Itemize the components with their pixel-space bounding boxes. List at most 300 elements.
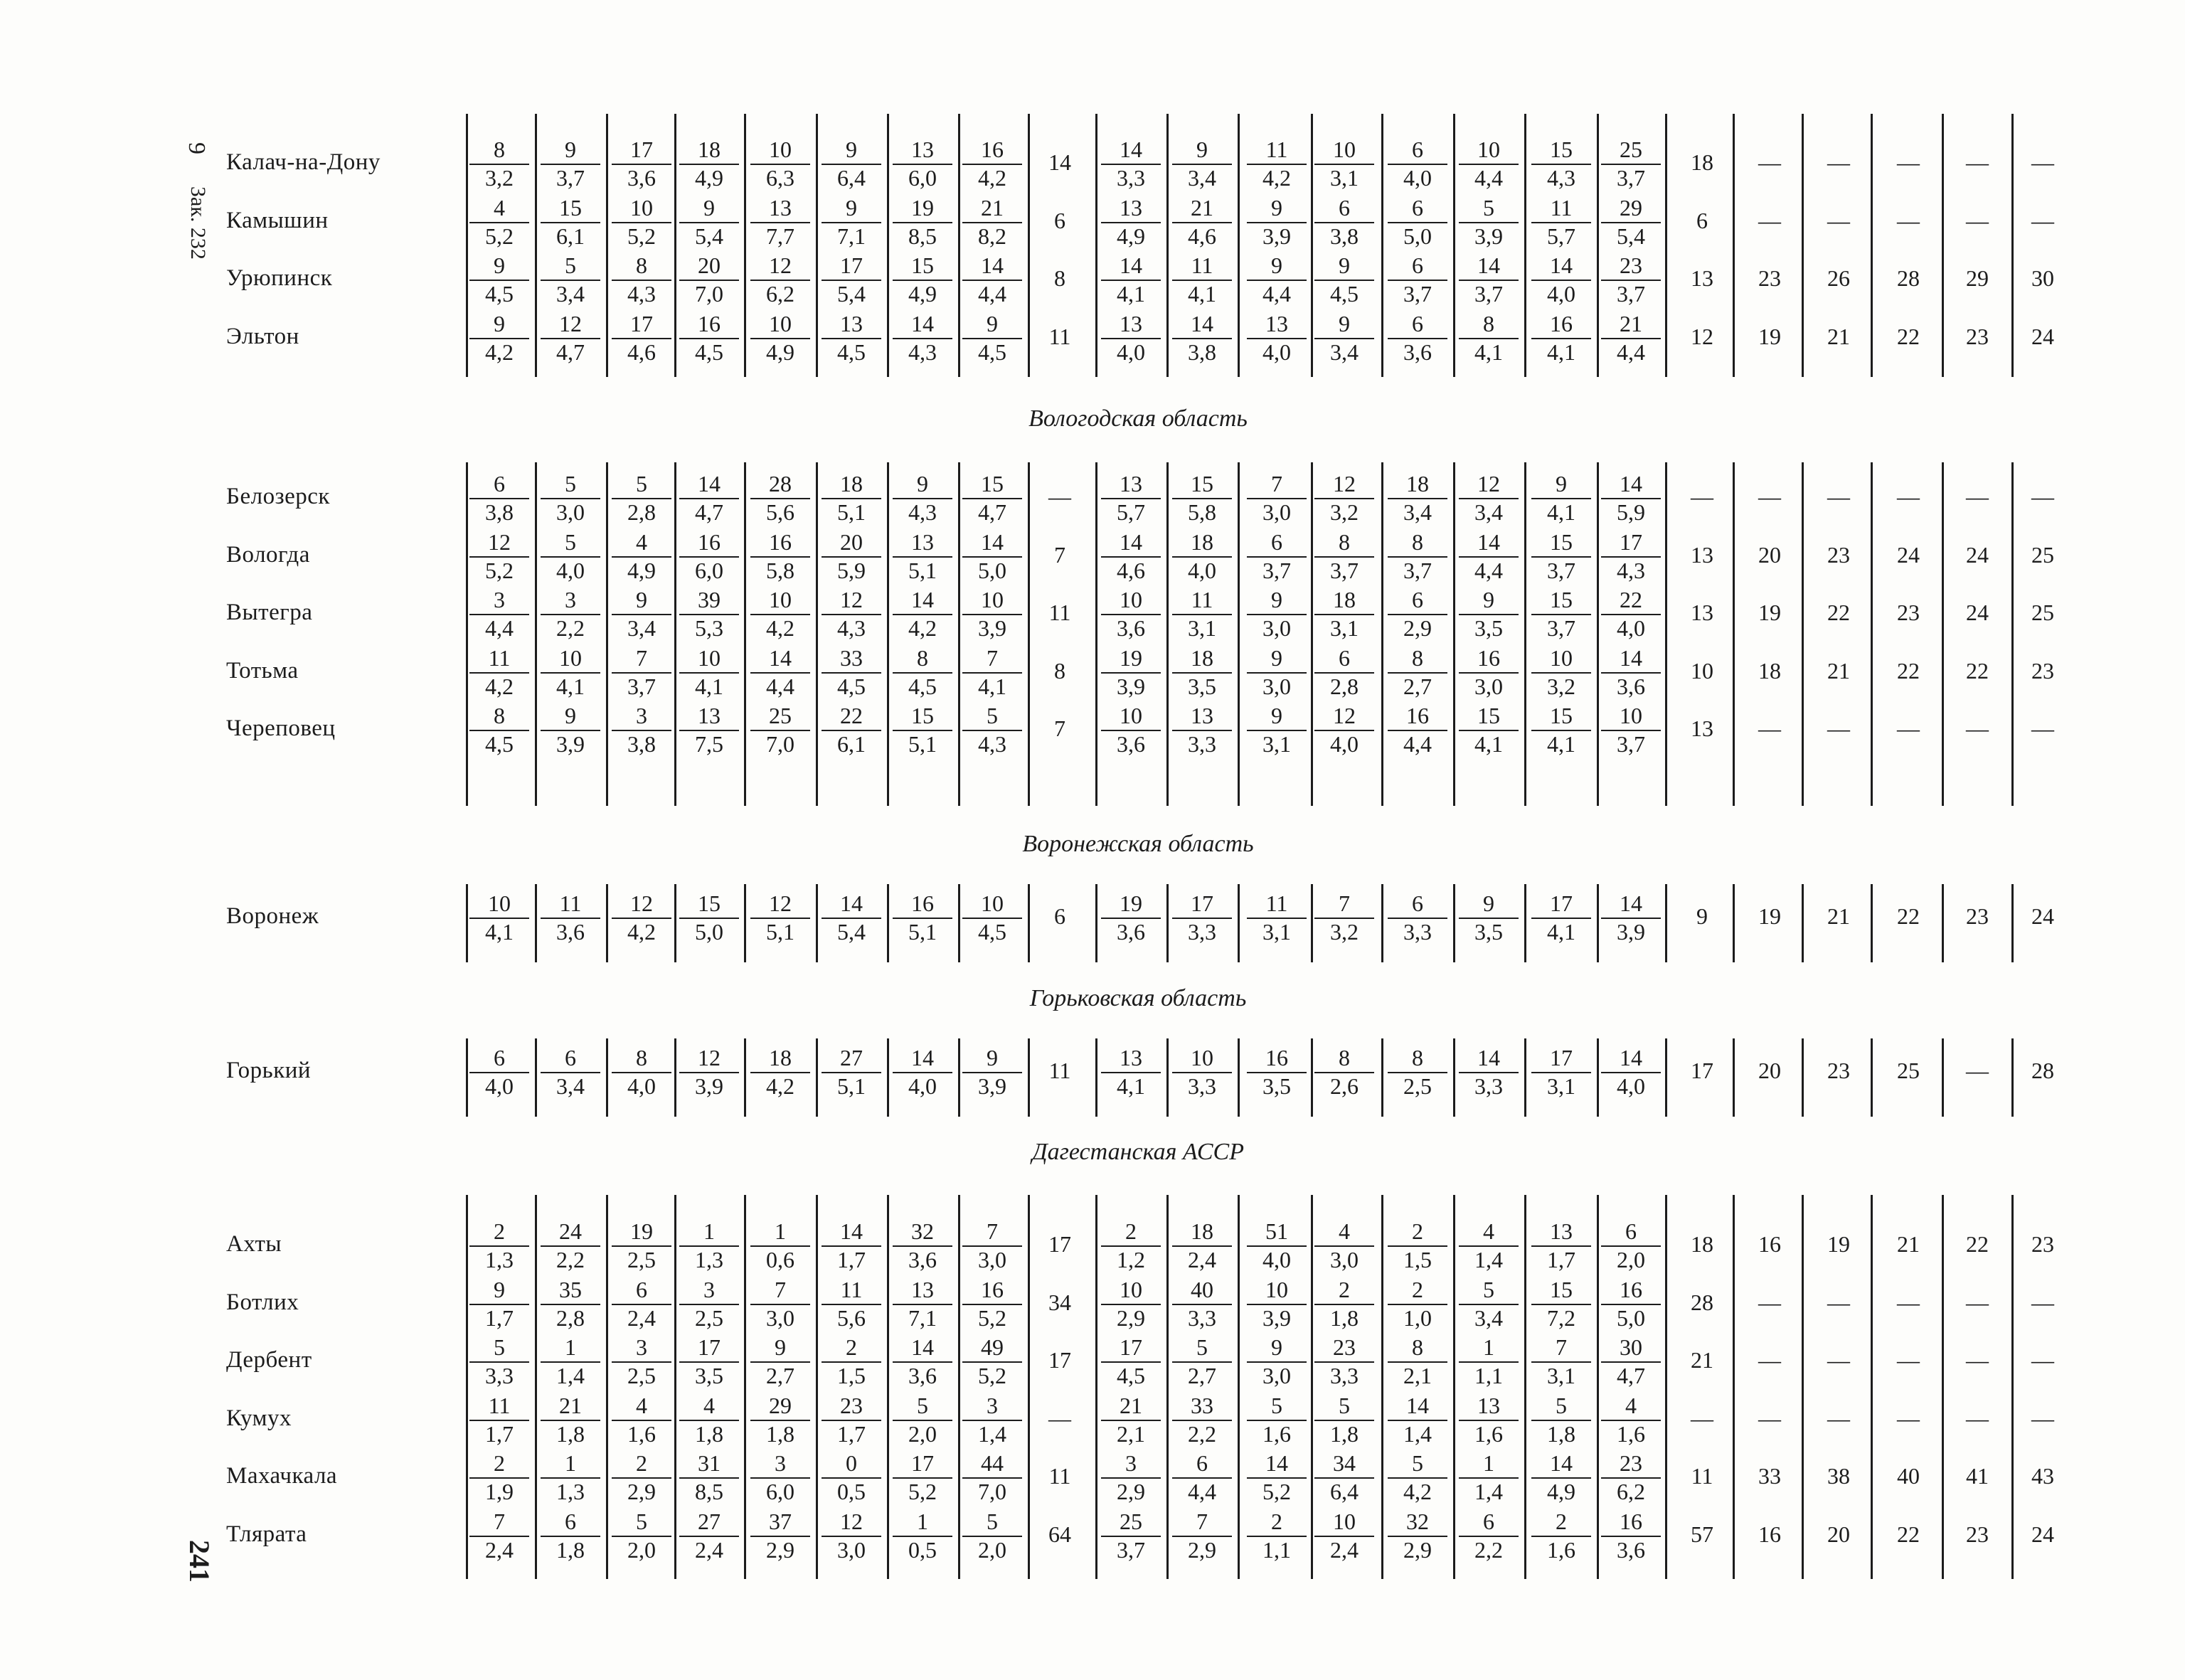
denominator: 1,6 <box>1262 1420 1291 1447</box>
value-cell: — <box>1691 484 1713 509</box>
fraction-line <box>469 1304 529 1305</box>
numerator: 14 <box>840 890 863 916</box>
fraction-line <box>1388 338 1447 339</box>
value-cell: 22 <box>1966 657 1989 684</box>
fraction-line <box>1601 1477 1661 1479</box>
value-cell: 23 <box>1966 903 1989 929</box>
fraction-line <box>1247 614 1307 615</box>
denominator: 3,2 <box>1547 673 1575 699</box>
value-cell: 17 <box>1048 1347 1071 1373</box>
denominator: 3,1 <box>1188 615 1216 641</box>
value-cell: 34 <box>1048 1289 1071 1315</box>
denominator: 5,1 <box>908 557 937 583</box>
numerator: 9 <box>1556 471 1567 496</box>
numerator: 5 <box>565 252 576 278</box>
numerator: 8 <box>494 703 505 728</box>
denominator: 4,3 <box>908 339 937 365</box>
denominator: 5,0 <box>1403 223 1432 249</box>
numerator: 10 <box>1120 1276 1142 1302</box>
fraction-line <box>679 672 739 674</box>
value-cell: 24 <box>2031 323 2054 349</box>
denominator: 3,7 <box>1617 731 1645 757</box>
denominator: 3,2 <box>1330 499 1359 525</box>
denominator: 1,8 <box>766 1420 794 1447</box>
denominator: 3,9 <box>1617 919 1645 945</box>
denominator: 3,1 <box>1330 615 1359 641</box>
fraction-line <box>1459 1477 1519 1479</box>
column-rule <box>1524 1038 1526 1117</box>
denominator: 5,1 <box>908 919 937 945</box>
denominator: 4,6 <box>1117 557 1145 583</box>
region-title: Воронежская область <box>1022 831 1254 857</box>
denominator: 6,4 <box>837 165 866 191</box>
denominator: 2,0 <box>627 1536 656 1563</box>
denominator: 4,1 <box>1547 919 1575 945</box>
column-rule <box>1665 1038 1667 1117</box>
denominator: 1,8 <box>556 1420 585 1447</box>
numerator: 10 <box>1620 703 1642 728</box>
denominator: 4,2 <box>766 615 794 641</box>
numerator: 8 <box>1339 528 1350 555</box>
fraction-line <box>541 730 600 731</box>
value-cell: 23 <box>1966 323 1989 349</box>
value-cell: 7 <box>1054 541 1065 568</box>
fraction-line <box>962 164 1022 165</box>
numerator: 37 <box>769 1508 792 1534</box>
fraction-line <box>1247 280 1307 281</box>
denominator: 3,9 <box>695 1073 723 1099</box>
column-rule <box>1238 884 1240 962</box>
value-cell: — <box>2031 149 2054 175</box>
numerator: 28 <box>769 471 792 496</box>
value-cell: 19 <box>1827 1231 1850 1257</box>
denominator: 4,1 <box>1547 339 1575 365</box>
value-cell: 13 <box>1691 716 1713 741</box>
numerator: 9 <box>1271 1334 1282 1360</box>
numerator: 7 <box>987 644 998 671</box>
fraction-line <box>893 338 952 339</box>
value-cell: 22 <box>1827 600 1850 625</box>
fraction-line <box>822 730 881 731</box>
numerator: 14 <box>981 252 1004 278</box>
fraction-line <box>1601 672 1661 674</box>
fraction-line <box>1314 556 1374 558</box>
denominator: 5,1 <box>766 919 794 945</box>
denominator: 4,2 <box>485 339 514 365</box>
fraction-line <box>1388 730 1447 731</box>
station-name: Вологда <box>226 541 310 568</box>
denominator: 3,5 <box>1474 919 1503 945</box>
fraction-line <box>612 1477 671 1479</box>
denominator: 1,2 <box>1117 1247 1145 1272</box>
value-cell: 23 <box>2031 1231 2054 1257</box>
numerator: 44 <box>981 1450 1004 1476</box>
denominator: 4,5 <box>485 281 514 307</box>
denominator: 5,4 <box>837 919 866 945</box>
value-cell: 6 <box>1054 903 1065 929</box>
numerator: 21 <box>981 194 1004 220</box>
column-rule <box>1095 1038 1097 1117</box>
denominator: 5,1 <box>837 1073 866 1099</box>
denominator: 4,1 <box>1117 281 1145 307</box>
denominator: 3,6 <box>1617 1536 1645 1563</box>
numerator: 25 <box>1120 1508 1142 1534</box>
value-cell: 6 <box>1054 207 1065 233</box>
numerator: 17 <box>911 1450 934 1476</box>
denominator: 2,1 <box>1403 1363 1432 1388</box>
station-name: Белозерск <box>226 484 330 509</box>
value-cell: 18 <box>1691 149 1713 175</box>
numerator: 12 <box>488 528 511 555</box>
denominator: 4,2 <box>1262 165 1291 191</box>
numerator: 16 <box>698 310 721 336</box>
numerator: 19 <box>1120 644 1142 671</box>
denominator: 3,6 <box>908 1363 937 1388</box>
denominator: 2,9 <box>1403 615 1432 641</box>
numerator: 4 <box>636 528 647 555</box>
fraction-line <box>469 1477 529 1479</box>
numerator: 18 <box>1191 644 1213 671</box>
denominator: 3,4 <box>627 615 656 641</box>
fraction-line <box>469 222 529 223</box>
numerator: 6 <box>565 1045 576 1070</box>
numerator: 34 <box>1333 1450 1356 1476</box>
denominator: 3,4 <box>1403 499 1432 525</box>
fraction-line <box>893 1304 952 1305</box>
denominator: 2,0 <box>908 1420 937 1447</box>
denominator: 5,7 <box>1117 499 1145 525</box>
fraction-line <box>612 614 671 615</box>
value-cell: — <box>1048 484 1071 509</box>
numerator: 5 <box>1339 1392 1350 1418</box>
numerator: 18 <box>698 137 721 162</box>
fraction-line <box>750 1477 810 1479</box>
value-cell: 11 <box>1691 1463 1713 1489</box>
numerator: 13 <box>1265 310 1288 336</box>
denominator: 3,3 <box>1188 1304 1216 1331</box>
column-rule <box>1453 114 1455 377</box>
denominator: 2,8 <box>627 499 656 525</box>
denominator: 1,9 <box>485 1479 514 1504</box>
denominator: 1,1 <box>1474 1363 1503 1388</box>
numerator: 19 <box>630 1218 653 1244</box>
denominator: 5,0 <box>978 557 1006 583</box>
numerator: 7 <box>1271 471 1282 496</box>
numerator: 15 <box>981 471 1004 496</box>
value-cell: 41 <box>1966 1463 1989 1489</box>
fraction-line <box>1459 614 1519 615</box>
value-cell: 13 <box>1691 541 1713 568</box>
fraction-line <box>1101 672 1161 674</box>
fraction-line <box>1531 280 1591 281</box>
numerator: 13 <box>769 194 792 220</box>
fraction-line <box>612 672 671 674</box>
numerator: 11 <box>1191 587 1213 612</box>
value-cell: — <box>1827 1289 1850 1315</box>
fraction-line <box>679 1477 739 1479</box>
numerator: 14 <box>1477 252 1500 278</box>
fraction-line <box>1247 222 1307 223</box>
value-cell: 21 <box>1897 1231 1920 1257</box>
fraction-line <box>469 614 529 615</box>
denominator: 1,3 <box>485 1247 514 1272</box>
fraction-line <box>750 730 810 731</box>
denominator: 3,3 <box>1188 1073 1216 1099</box>
fraction-line <box>1601 222 1661 223</box>
numerator: 9 <box>1483 890 1494 916</box>
fraction-line <box>750 672 810 674</box>
numerator: 14 <box>1120 252 1142 278</box>
fraction-line <box>612 498 671 499</box>
fraction-line <box>822 1361 881 1363</box>
numerator: 29 <box>769 1392 792 1418</box>
value-cell: 12 <box>1691 323 1713 349</box>
denominator: 8,5 <box>695 1479 723 1504</box>
value-cell: 23 <box>2031 657 2054 684</box>
denominator: 4,7 <box>978 499 1006 525</box>
denominator: 1,7 <box>837 1420 866 1447</box>
numerator: 14 <box>1620 1045 1642 1070</box>
numerator: 23 <box>1620 1450 1642 1476</box>
denominator: 4,5 <box>1330 281 1359 307</box>
denominator: 3,6 <box>1403 339 1432 365</box>
denominator: 1,5 <box>837 1363 866 1388</box>
numerator: 4 <box>1625 1392 1637 1418</box>
numerator: 1 <box>703 1218 715 1244</box>
denominator: 3,0 <box>1262 615 1291 641</box>
numerator: 9 <box>987 1045 998 1070</box>
fraction-line <box>1172 338 1232 339</box>
denominator: 4,9 <box>1547 1479 1575 1504</box>
fraction-line <box>1314 1245 1374 1247</box>
denominator: 4,1 <box>695 673 723 699</box>
numerator: 19 <box>1120 890 1142 916</box>
value-cell: 40 <box>1897 1463 1920 1489</box>
fraction-line <box>1601 1245 1661 1247</box>
numerator: 20 <box>698 252 721 278</box>
fraction-line <box>1247 1245 1307 1247</box>
numerator: 5 <box>1556 1392 1567 1418</box>
fraction-line <box>893 1420 952 1421</box>
denominator: 3,3 <box>1403 919 1432 945</box>
fraction-line <box>1601 1420 1661 1421</box>
denominator: 5,9 <box>837 557 866 583</box>
numerator: 25 <box>769 703 792 728</box>
value-cell: — <box>1897 716 1920 741</box>
fraction-line <box>612 1304 671 1305</box>
fraction-line <box>1388 1245 1447 1247</box>
fraction-line <box>1314 1477 1374 1479</box>
fraction-line <box>822 338 881 339</box>
column-rule <box>606 884 608 962</box>
denominator: 5,6 <box>766 499 794 525</box>
region-title: Горьковская область <box>1029 985 1247 1011</box>
value-cell: 28 <box>2031 1058 2054 1083</box>
value-cell: 17 <box>1691 1058 1713 1083</box>
numerator: 21 <box>559 1392 582 1418</box>
denominator: 3,7 <box>556 165 585 191</box>
numerator: 10 <box>1265 1276 1288 1302</box>
numerator: 9 <box>1271 644 1282 671</box>
denominator: 2,9 <box>1403 1536 1432 1563</box>
column-rule <box>1942 114 1944 377</box>
denominator: 4,0 <box>1617 1073 1645 1099</box>
fraction-line <box>893 614 952 615</box>
denominator: 4,9 <box>695 165 723 191</box>
denominator: 7,5 <box>695 731 723 757</box>
fraction-line <box>541 1304 600 1305</box>
numerator: 9 <box>987 310 998 336</box>
denominator: 2,2 <box>1188 1420 1216 1447</box>
numerator: 12 <box>840 1508 863 1534</box>
fraction-line <box>1601 1072 1661 1073</box>
fraction-line <box>469 1072 529 1073</box>
fraction-line <box>1531 918 1591 919</box>
numerator: 10 <box>1550 644 1573 671</box>
value-cell: 22 <box>1897 903 1920 929</box>
numerator: 19 <box>911 194 934 220</box>
numerator: 14 <box>1550 1450 1573 1476</box>
value-cell: 22 <box>1966 1231 1989 1257</box>
numerator: 3 <box>494 587 505 612</box>
numerator: 17 <box>630 137 653 162</box>
denominator: 1,4 <box>556 1363 585 1388</box>
denominator: 3,7 <box>627 673 656 699</box>
numerator: 23 <box>1333 1334 1356 1360</box>
sheet-number: 9 <box>184 142 210 154</box>
column-rule <box>606 1038 608 1117</box>
denominator: 3,1 <box>1262 731 1291 757</box>
denominator: 4,9 <box>908 281 937 307</box>
fraction-line <box>1172 614 1232 615</box>
column-rule <box>674 1195 676 1579</box>
fraction-line <box>750 164 810 165</box>
value-cell: 23 <box>1966 1521 1989 1547</box>
numerator: 13 <box>1120 1045 1142 1070</box>
column-rule <box>887 884 889 962</box>
fraction-line <box>822 918 881 919</box>
fraction-line <box>962 222 1022 223</box>
numerator: 3 <box>1125 1450 1137 1476</box>
fraction-line <box>1314 1072 1374 1073</box>
fraction-line <box>1531 730 1591 731</box>
numerator: 15 <box>1550 137 1573 162</box>
value-cell: 19 <box>1758 323 1781 349</box>
fraction-line <box>962 1072 1022 1073</box>
denominator: 4,9 <box>1117 223 1145 249</box>
value-cell: — <box>1758 1347 1781 1373</box>
column-rule <box>1095 1195 1097 1579</box>
column-rule <box>1381 1038 1383 1117</box>
numerator: 21 <box>1620 310 1642 336</box>
numerator: 16 <box>981 1276 1004 1302</box>
value-cell: — <box>2031 1347 2054 1373</box>
fraction-line <box>1101 280 1161 281</box>
fraction-line <box>541 614 600 615</box>
column-rule <box>674 1038 676 1117</box>
denominator: 3,1 <box>1547 1363 1575 1388</box>
fraction-line <box>1388 1477 1447 1479</box>
fraction-line <box>679 280 739 281</box>
value-cell: 11 <box>1048 1463 1071 1489</box>
fraction-line <box>1459 1420 1519 1421</box>
numerator: 9 <box>1271 194 1282 220</box>
numerator: 35 <box>559 1276 582 1302</box>
denominator: 3,0 <box>837 1536 866 1563</box>
fraction-line <box>1531 1304 1591 1305</box>
denominator: 3,3 <box>485 1363 514 1388</box>
value-cell: — <box>1966 1405 1989 1431</box>
fraction-line <box>893 498 952 499</box>
value-cell: 10 <box>1691 657 1713 684</box>
column-rule <box>816 1038 818 1117</box>
numerator: 13 <box>1120 471 1142 496</box>
value-cell: 21 <box>1827 903 1850 929</box>
denominator: 4,1 <box>485 919 514 945</box>
column-rule <box>1166 884 1169 962</box>
denominator: 5,4 <box>837 281 866 307</box>
column-rule <box>1453 462 1455 806</box>
denominator: 4,9 <box>627 557 656 583</box>
fraction-line <box>1247 672 1307 674</box>
denominator: 3,7 <box>1617 165 1645 191</box>
denominator: 4,4 <box>1617 339 1645 365</box>
fraction-line <box>1101 730 1161 731</box>
denominator: 3,8 <box>485 499 514 525</box>
numerator: 16 <box>698 528 721 555</box>
denominator: 2,7 <box>766 1363 794 1388</box>
fraction-line <box>1388 672 1447 674</box>
numerator: 2 <box>1412 1218 1423 1244</box>
denominator: 3,4 <box>1330 339 1359 365</box>
denominator: 2,2 <box>1474 1536 1503 1563</box>
value-cell: — <box>1758 484 1781 509</box>
denominator: 5,3 <box>695 615 723 641</box>
numerator: 15 <box>1550 703 1573 728</box>
value-cell: 8 <box>1054 657 1065 684</box>
station-name: Урюпинск <box>226 265 333 291</box>
denominator: 1,7 <box>1547 1247 1575 1272</box>
fraction-line <box>1388 918 1447 919</box>
fraction-line <box>822 498 881 499</box>
denominator: 4,6 <box>627 339 656 365</box>
value-cell: — <box>1897 1289 1920 1315</box>
numerator: 18 <box>1191 1218 1213 1244</box>
value-cell: — <box>1966 1058 1989 1083</box>
numerator: 20 <box>840 528 863 555</box>
column-rule <box>816 462 818 806</box>
denominator: 3,1 <box>1262 919 1291 945</box>
denominator: 2,8 <box>556 1304 585 1331</box>
denominator: 3,4 <box>1188 165 1216 191</box>
value-cell: 17 <box>1048 1231 1071 1257</box>
numerator: 14 <box>911 587 934 612</box>
numerator: 14 <box>1477 1045 1500 1070</box>
value-cell: — <box>1758 1289 1781 1315</box>
denominator: 3,3 <box>1188 919 1216 945</box>
numerator: 6 <box>636 1276 647 1302</box>
fraction-line <box>1101 1477 1161 1479</box>
fraction-line <box>822 672 881 674</box>
column-rule <box>1942 884 1944 962</box>
value-cell: 24 <box>2031 1521 2054 1547</box>
column-rule <box>535 1195 537 1579</box>
fraction-line <box>1247 1536 1307 1537</box>
denominator: 6,3 <box>766 165 794 191</box>
numerator: 9 <box>846 194 857 220</box>
column-rule <box>816 884 818 962</box>
fraction-line <box>1459 164 1519 165</box>
